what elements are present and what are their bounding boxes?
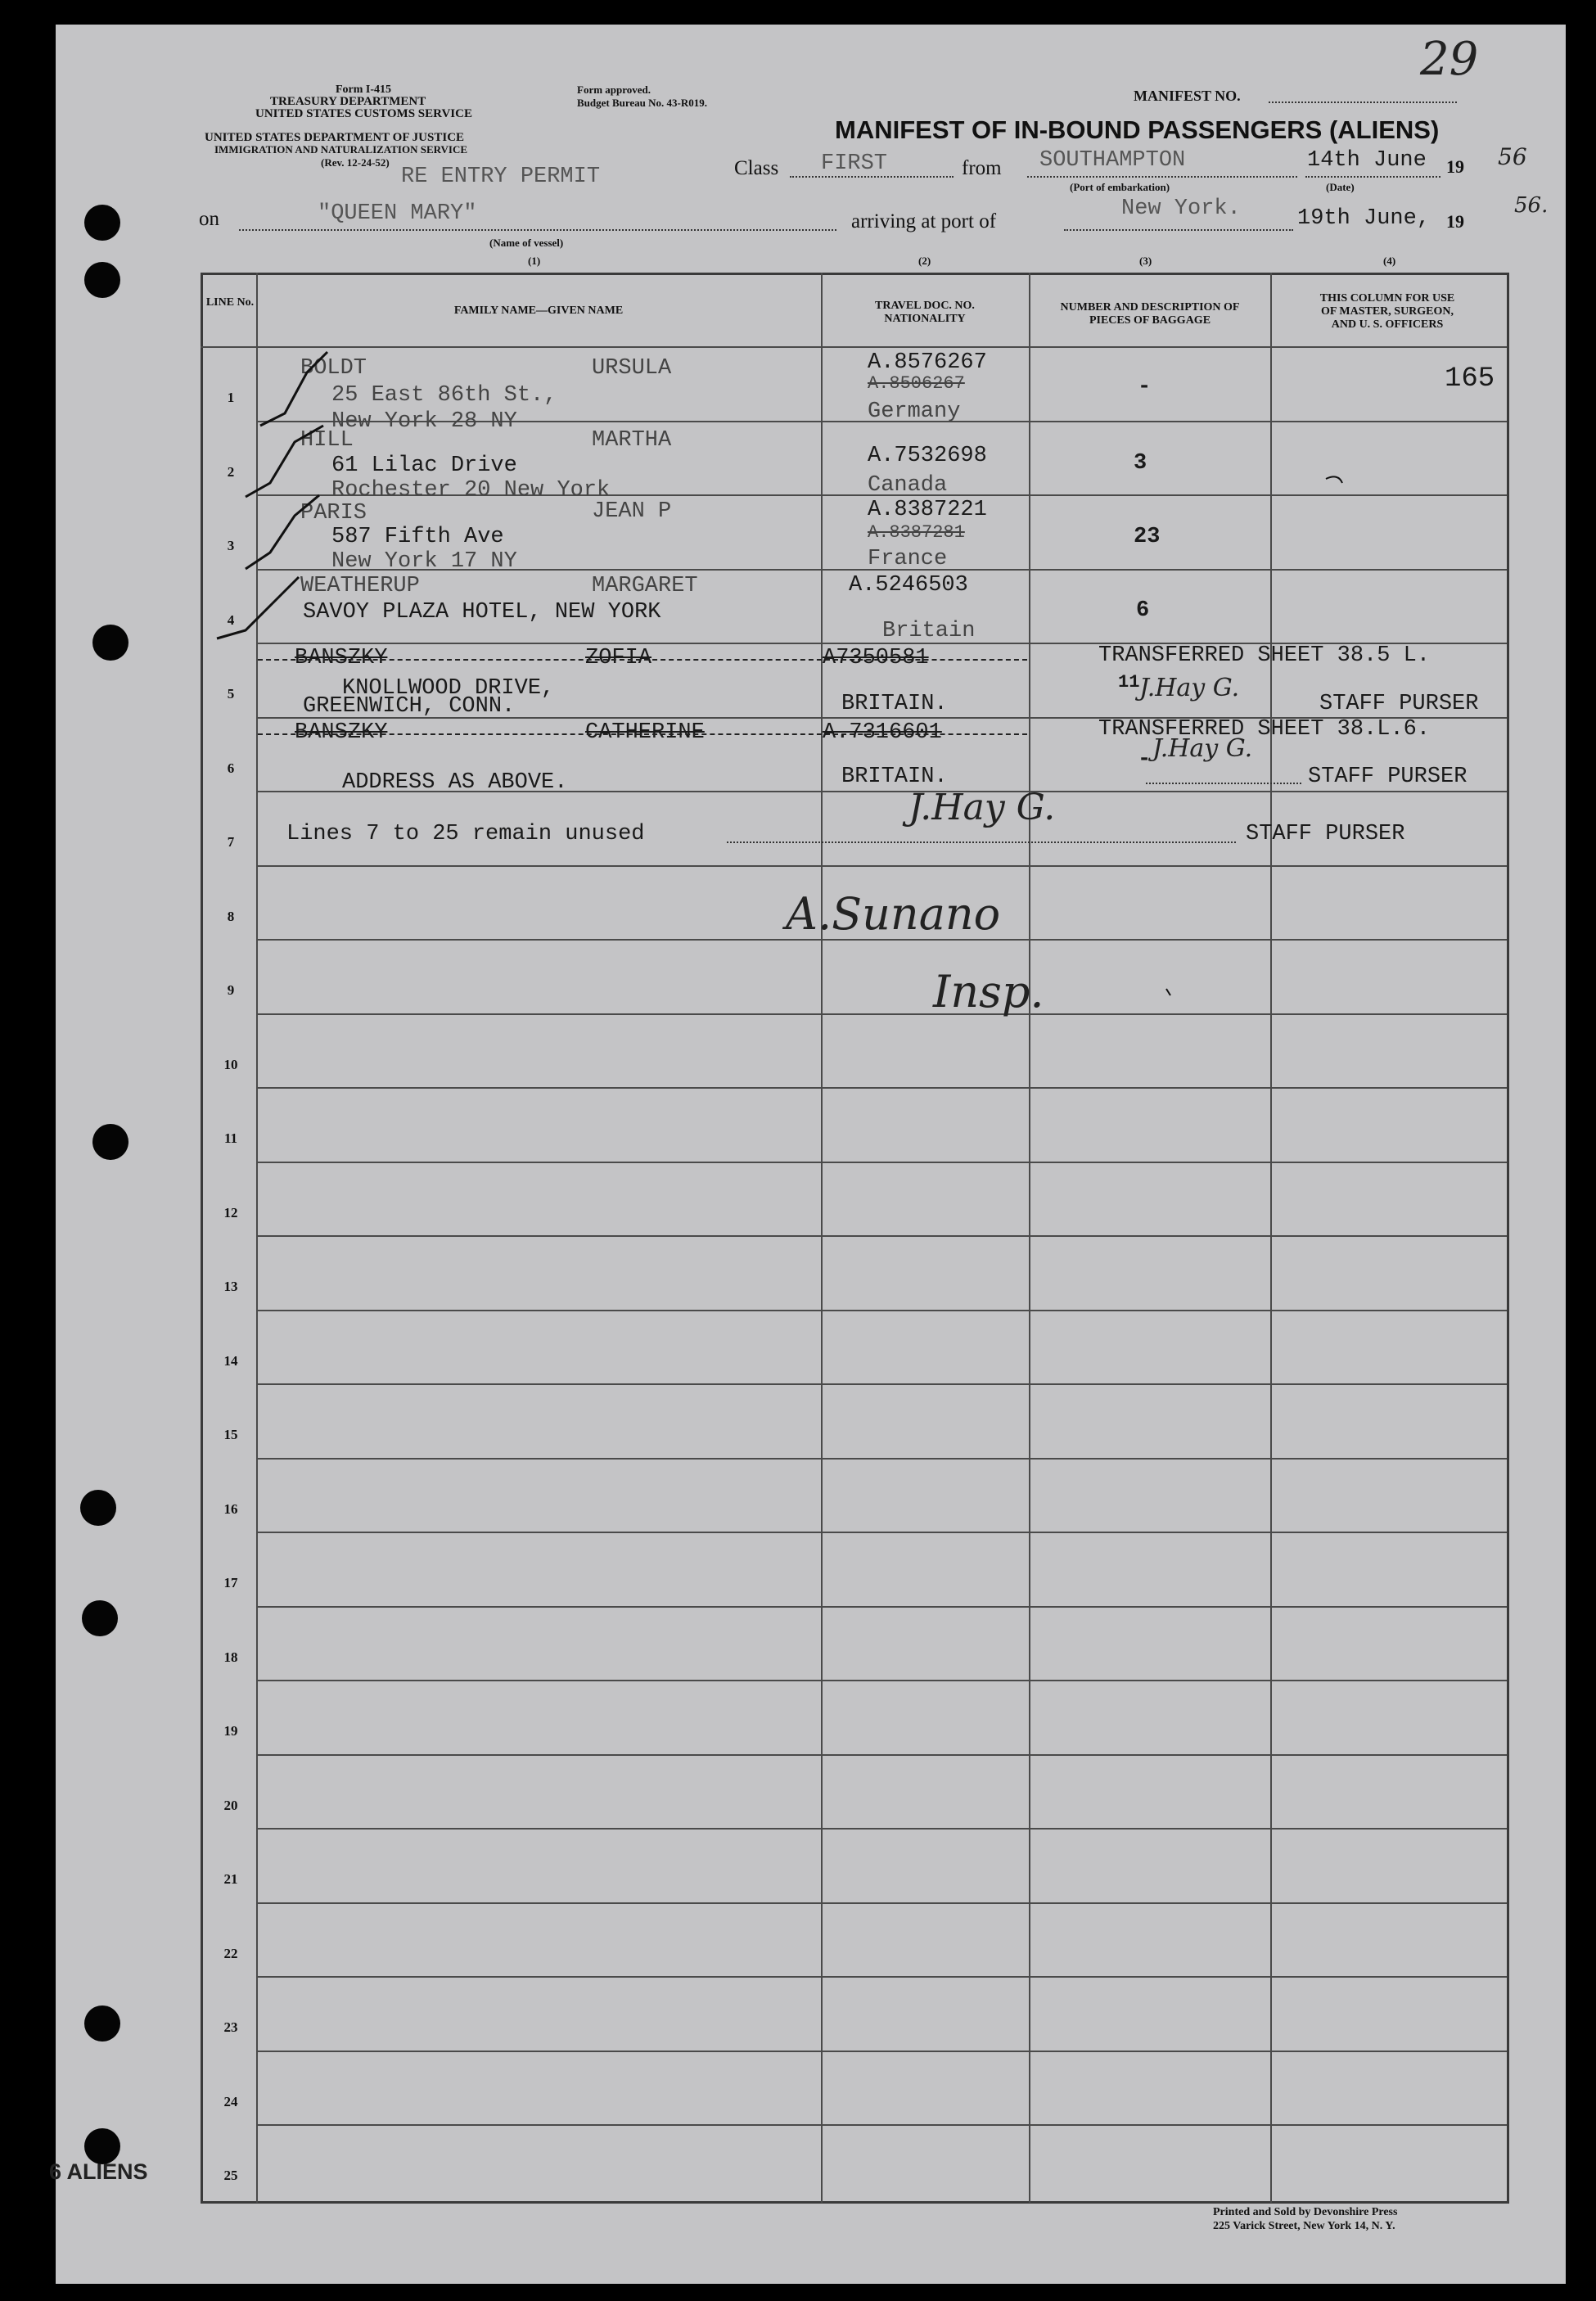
ins-line: IMMIGRATION AND NATURALIZATION SERVICE — [214, 143, 468, 156]
line-number: 20 — [223, 1798, 238, 1813]
arrival-port-value: New York. — [1121, 196, 1241, 221]
entry-4-given: MARGARET — [592, 574, 698, 598]
entry-5-purser: STAFF PURSER — [1319, 692, 1479, 716]
page-number: 29 — [1420, 33, 1479, 86]
entry-3-addr1: 587 Fifth Ave — [331, 525, 504, 549]
unused-purser: STAFF PURSER — [1246, 822, 1405, 846]
arrival-year: 56. — [1514, 193, 1549, 218]
line-number: 14 — [223, 1353, 238, 1369]
check-mark — [246, 495, 319, 569]
header-baggage-1: NUMBER AND DESCRIPTION OF — [1060, 301, 1240, 314]
entry-5-signature: J.Hay G. — [1139, 674, 1240, 702]
entry-1-given: URSULA — [592, 356, 672, 381]
entry-4-family: WEATHERUP — [300, 574, 420, 598]
arriving-label: arriving at port of — [851, 210, 997, 232]
entry-1-addr2: New York 28 NY — [331, 409, 517, 434]
col-num-3: (3) — [1139, 255, 1152, 267]
doc-tick — [1326, 476, 1342, 483]
line-number: 10 — [223, 1057, 238, 1072]
port-embark-label: (Port of embarkation) — [1070, 181, 1170, 193]
line-number: 18 — [223, 1649, 238, 1665]
entry-3-given: JEAN P — [592, 499, 672, 524]
on-label: on — [199, 208, 219, 230]
line-number: 12 — [223, 1205, 238, 1220]
unused-lines-note: Lines 7 to 25 remain unused — [286, 822, 645, 846]
entry-5-transfer: TRANSFERRED SHEET 38.5 L. — [1098, 643, 1431, 668]
entry-4-doc: A.5246503 — [849, 573, 968, 598]
header-travel-doc-1: TRAVEL DOC. NO. — [875, 300, 975, 312]
arrival-date: 19th June, — [1297, 206, 1431, 231]
line-number: 2 — [227, 464, 235, 480]
entry-1-doc: A.8576267 — [868, 350, 987, 375]
date-value: 14th June — [1307, 148, 1427, 173]
header-travel-doc-2: NATIONALITY — [884, 313, 966, 325]
vessel-value: "QUEEN MARY" — [318, 201, 477, 226]
header-officers-2: OF MASTER, SURGEON, — [1320, 305, 1454, 318]
entry-2-addr2: Rochester 20 New York — [331, 478, 611, 503]
entry-5-addr2: GREENWICH, CONN. — [303, 694, 516, 719]
from-value: SOUTHAMPTON — [1039, 148, 1186, 173]
line-number: 3 — [227, 538, 235, 553]
line-number: 24 — [223, 2094, 238, 2109]
entry-5-nationality: BRITAIN. — [841, 692, 948, 716]
year-prefix: 19 — [1446, 156, 1464, 177]
entry-6-nationality: BRITAIN. — [841, 765, 948, 789]
line-number: 9 — [227, 982, 235, 998]
header-officers-3: AND U. S. OFFICERS — [1331, 318, 1444, 331]
entry-5-baggage: 11 — [1118, 672, 1140, 693]
entry-1-addr1: 25 East 86th St., — [331, 383, 557, 408]
entry-3-doc-old: A.8387281 — [868, 522, 965, 543]
manifest-title: MANIFEST OF IN-BOUND PASSENGERS (ALIENS) — [835, 115, 1440, 144]
revision-line: (Rev. 12-24-52) — [321, 156, 390, 169]
entry-4-nationality: Britain — [882, 619, 976, 643]
inspector-initial: Insp. — [933, 966, 1044, 1017]
re-entry-permit: RE ENTRY PERMIT — [401, 165, 601, 189]
header-baggage-2: PIECES OF BAGGAGE — [1089, 314, 1211, 327]
line-number: 16 — [223, 1501, 238, 1517]
entry-5-addr1: KNOLLWOOD DRIVE, — [342, 676, 555, 701]
year-value: 56 — [1498, 143, 1527, 170]
line-number: 7 — [227, 834, 235, 850]
col-num-2: (2) — [918, 255, 931, 267]
manifest-no-label: MANIFEST NO. — [1134, 88, 1241, 104]
baggage-tick — [1166, 989, 1170, 995]
entry-2-baggage: 3 — [1134, 451, 1147, 476]
entry-6-transfer: TRANSFERRED SHEET 38.L.6. — [1098, 717, 1431, 742]
class-label: Class — [734, 157, 779, 179]
aliens-count: 6 ALIENS — [49, 2159, 148, 2184]
entry-2-family: HILL — [300, 428, 354, 453]
entry-2-given: MARTHA — [592, 428, 672, 453]
entry-1-officer: 165 — [1445, 363, 1495, 395]
entry-2-nationality: Canada — [868, 473, 948, 498]
entry-4-addr1: SAVOY PLAZA HOTEL, NEW YORK — [303, 600, 661, 625]
customs-line: UNITED STATES CUSTOMS SERVICE — [255, 107, 472, 120]
vessel-label: (Name of vessel) — [489, 237, 564, 249]
entry-2-addr1: 61 Lilac Drive — [331, 453, 517, 478]
header-line-no: LINE No. — [205, 296, 255, 309]
line-number: 25 — [223, 2168, 238, 2183]
header-officers-1: THIS COLUMN FOR USE — [1319, 292, 1455, 305]
line-number: 21 — [223, 1871, 238, 1887]
line-number: 6 — [227, 760, 235, 776]
purser-signature: J.Hay G. — [908, 787, 1056, 828]
entry-4-baggage: 6 — [1136, 598, 1150, 623]
form-number: Form I-415 — [336, 83, 392, 96]
line-number: 17 — [223, 1575, 238, 1590]
from-label: from — [962, 157, 1002, 179]
entry-3-family: PARIS — [300, 501, 367, 526]
entry-3-addr2: New York 17 NY — [331, 549, 517, 574]
treasury-line: TREASURY DEPARTMENT — [270, 95, 426, 108]
justice-line: UNITED STATES DEPARTMENT OF JUSTICE — [205, 131, 465, 144]
line-number: 8 — [227, 909, 235, 924]
entry-1-baggage: - — [1138, 375, 1152, 399]
header-name: FAMILY NAME—GIVEN NAME — [453, 305, 624, 317]
entry-3-baggage: 23 — [1134, 525, 1161, 549]
line-number: 15 — [223, 1427, 238, 1442]
check-mark — [246, 426, 323, 497]
date-label: (Date) — [1326, 181, 1355, 193]
entry-1-doc-old: A.8506267 — [868, 373, 965, 394]
line-number: 5 — [227, 686, 235, 702]
col-num-1: (1) — [528, 255, 541, 267]
line-number: 11 — [223, 1130, 238, 1146]
line-number: 4 — [227, 612, 235, 628]
col-num-4: (4) — [1383, 255, 1396, 267]
entry-2-doc: A.7532698 — [868, 444, 987, 468]
check-mark — [217, 577, 299, 638]
entry-6-family: BANSZKY — [295, 720, 388, 745]
entry-6-given: CATHERINE — [585, 720, 705, 745]
entry-5-family: BANSZKY — [295, 646, 388, 670]
entry-6-baggage: - — [1138, 747, 1152, 772]
form-approved: Form approved. — [577, 83, 651, 96]
inspector-signature: A.Sunano — [786, 888, 1001, 940]
entry-5-given: ZOFIA — [585, 646, 652, 670]
check-mark — [260, 352, 327, 426]
entry-6-signature: J.Hay G. — [1152, 734, 1253, 763]
printer-line-2: 225 Varick Street, New York 14, N. Y. — [1213, 2220, 1395, 2232]
arrival-year-prefix: 19 — [1446, 211, 1464, 232]
entry-6-doc: A.7316601 — [823, 720, 942, 745]
class-value: FIRST — [821, 151, 888, 176]
budget-bureau: Budget Bureau No. 43-R019. — [577, 97, 708, 109]
printer-line-1: Printed and Sold by Devonshire Press — [1213, 2206, 1398, 2218]
entry-3-nationality: France — [868, 547, 948, 571]
line-number: 1 — [227, 390, 235, 405]
line-number: 23 — [223, 2019, 238, 2035]
entry-5-doc: A7350581 — [823, 646, 929, 670]
line-number: 22 — [223, 1946, 238, 1961]
entry-6-purser: STAFF PURSER — [1308, 765, 1468, 789]
entry-1-family: BOLDT — [300, 356, 367, 381]
line-number: 13 — [223, 1279, 238, 1294]
entry-3-doc: A.8387221 — [868, 498, 987, 522]
entry-6-addr1: ADDRESS AS ABOVE. — [342, 770, 568, 795]
line-number: 19 — [223, 1723, 238, 1739]
entry-1-nationality: Germany — [868, 399, 961, 424]
